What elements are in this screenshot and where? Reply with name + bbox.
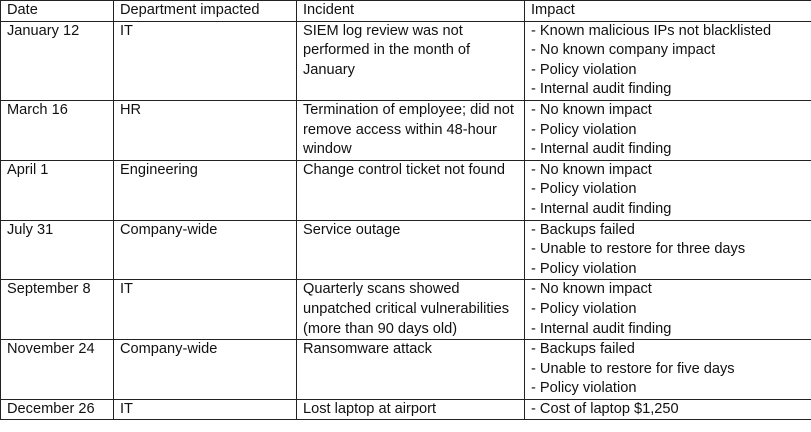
cell-date: November 24 bbox=[1, 340, 114, 400]
cell-incident: Change control ticket not found bbox=[297, 160, 525, 220]
impact-item: - Backups failed bbox=[531, 221, 635, 238]
cell-date: April 1 bbox=[1, 160, 114, 220]
impact-item: - Known malicious IPs not blacklisted bbox=[531, 22, 772, 39]
impact-item: - Policy violation bbox=[531, 260, 637, 277]
cell-incident: Termination of employee; did not remove access within 48-hour window bbox=[297, 100, 525, 160]
cell-date: December 26 bbox=[1, 399, 114, 420]
header-incident: Incident bbox=[297, 1, 525, 22]
cell-impact bbox=[525, 280, 811, 340]
cell-department: Company-wide bbox=[114, 220, 297, 280]
table-row bbox=[1, 399, 811, 420]
cell-department: Engineering bbox=[114, 160, 297, 220]
impact-item: - No known impact bbox=[531, 101, 652, 118]
cell-incident: Lost laptop at airport bbox=[297, 399, 525, 420]
table-row bbox=[1, 160, 811, 220]
cell-incident: Service outage bbox=[297, 220, 525, 280]
cell-impact bbox=[525, 340, 811, 400]
cell-incident: SIEM log review was not performed in the month of January bbox=[297, 21, 525, 100]
table-row bbox=[1, 100, 811, 160]
header-row bbox=[1, 1, 811, 22]
impact-item: - Policy violation bbox=[531, 121, 637, 138]
cell-incident: Quarterly scans showed unpatched critical vulnerabilities (more than 90 days old) bbox=[297, 280, 525, 340]
table-body bbox=[1, 21, 811, 420]
cell-impact bbox=[525, 220, 811, 280]
cell-department: IT bbox=[114, 280, 297, 340]
impact-item: - Policy violation bbox=[531, 300, 637, 317]
cell-department: IT bbox=[114, 21, 297, 100]
table-row bbox=[1, 340, 811, 400]
impact-item: - Policy violation bbox=[531, 380, 637, 397]
impact-item: - Internal audit finding bbox=[531, 320, 672, 337]
cell-impact bbox=[525, 21, 811, 100]
impact-item: - Backups failed bbox=[531, 341, 635, 358]
impact-item: - Internal audit finding bbox=[531, 200, 672, 217]
impact-item: - No known impact bbox=[531, 281, 652, 298]
impact-item: - No known company impact bbox=[531, 42, 716, 59]
cell-date: September 8 bbox=[1, 280, 114, 340]
impact-item: - No known impact bbox=[531, 161, 652, 178]
cell-impact bbox=[525, 100, 811, 160]
impact-item: - Internal audit finding bbox=[531, 141, 672, 158]
cell-date: March 16 bbox=[1, 100, 114, 160]
cell-impact bbox=[525, 160, 811, 220]
impact-item: - Internal audit finding bbox=[531, 81, 672, 98]
table-row bbox=[1, 220, 811, 280]
header-impact: Impact bbox=[525, 1, 811, 22]
cell-impact bbox=[525, 399, 811, 420]
table-header bbox=[1, 1, 811, 22]
cell-department: IT bbox=[114, 399, 297, 420]
cell-department: HR bbox=[114, 100, 297, 160]
table-row bbox=[1, 280, 811, 340]
impact-item: - Cost of laptop $1,250 bbox=[531, 400, 679, 417]
table-row bbox=[1, 21, 811, 100]
header-date: Date bbox=[1, 1, 114, 22]
cell-date: July 31 bbox=[1, 220, 114, 280]
header-department: Department impacted bbox=[114, 1, 297, 22]
impact-item: - Unable to restore for three days bbox=[531, 241, 746, 258]
impact-item: - Policy violation bbox=[531, 61, 637, 78]
cell-department: Company-wide bbox=[114, 340, 297, 400]
impact-item: - Unable to restore for five days bbox=[531, 360, 735, 377]
impact-item: - Policy violation bbox=[531, 181, 637, 198]
cell-incident: Ransomware attack bbox=[297, 340, 525, 400]
cell-date: January 12 bbox=[1, 21, 114, 100]
